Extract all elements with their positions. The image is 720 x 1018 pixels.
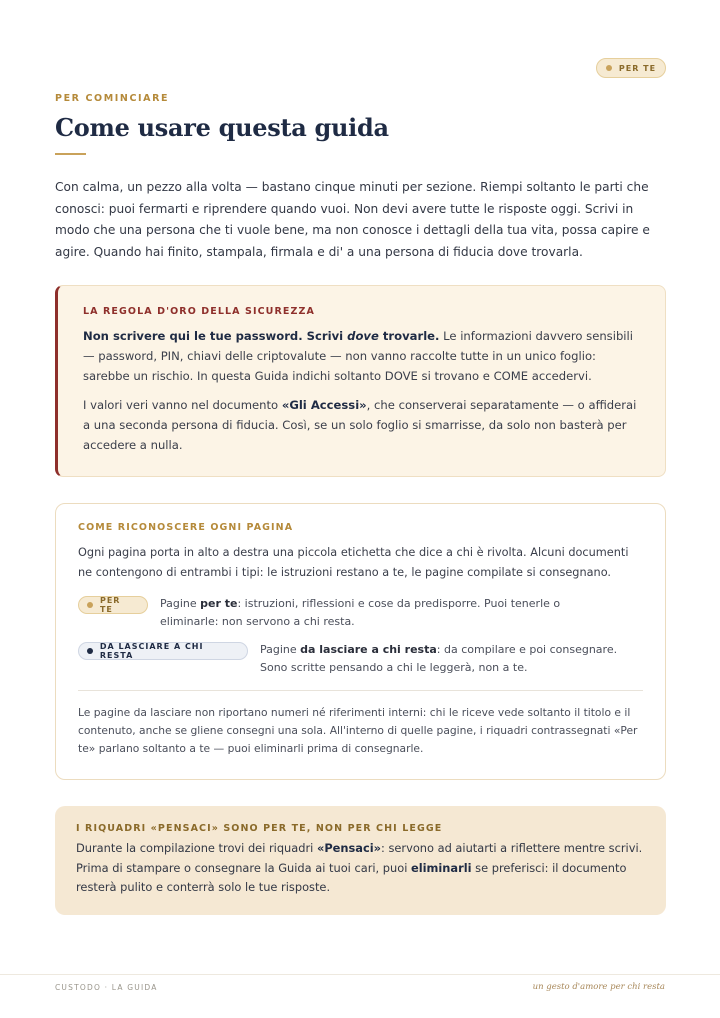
page-labels-intro: Ogni pagina porta in alto a destra una piccola etichetta che dice a chi è rivolta. Alcuni documenti ne contengono di entrambi i tipi: le istruzioni restano a te, le pagine compilate si consegnano.: [78, 546, 629, 579]
badge-dot-icon: [606, 65, 612, 71]
per-te-text-bold: per te: [200, 597, 238, 610]
page-labels-heading: COME RICONOSCERE OGNI PAGINA: [78, 522, 294, 533]
audience-badge-label: PER TE: [618, 63, 657, 73]
da-lasciare-text-bold: da lasciare a chi resta: [300, 643, 437, 656]
pensaci-text-b: : servono ad aiutarti a riflettere mentre scrivi. Prima di stampare o consegnare la Guida ai tuoi cari, puoi: [76, 841, 643, 875]
pensaci-box: [55, 806, 666, 915]
security-rule-bold-b: trovarle.: [378, 329, 440, 343]
pensaci-heading: I RIQUADRI «PENSACI» SONO PER TE, NON PER CHI LEGGE: [76, 823, 443, 834]
footer-divider: [0, 974, 720, 975]
security-rule-box: [55, 285, 666, 477]
navy-dot-icon: [87, 648, 93, 654]
legend-row-da-lasciare: [78, 641, 643, 677]
security-rule-heading: LA REGOLA D'ORO DELLA SICUREZZA: [83, 306, 315, 317]
security-rule-paragraph-1: [83, 326, 639, 386]
audience-badge: [596, 58, 666, 78]
page-labels-box: [55, 503, 666, 780]
divider: [78, 690, 643, 691]
page-labels-note: Le pagine da lasciare non riportano numeri né riferimenti interni: chi le riceve vede soltanto il titolo e il contenuto, anche se gliene consegni una sola. All'interno di quelle pagine, i riquadri contrassegnati «Per te» parlano soltanto a te — puoi eliminarli prima di consegnarle.: [78, 706, 638, 755]
security-rule-paragraph-2: [83, 395, 639, 455]
page-title: Come usare questa guida: [55, 113, 389, 142]
per-te-pill: [78, 596, 148, 614]
da-lasciare-description: [260, 641, 630, 677]
security-rule-p2-b: , che conserverai separatamente — o affiderai a una seconda persona di fiducia. Così, se un solo foglio si smarrisse, da solo non basterà per accedere a nulla.: [83, 398, 637, 452]
per-te-description: [160, 595, 620, 631]
da-lasciare-text-b: : da compilare e poi consegnare. Sono scritte pensando a chi le leggerà, non a te.: [260, 643, 618, 674]
per-te-text-a: Pagine: [160, 597, 201, 610]
gold-dot-icon: [87, 602, 93, 608]
security-rule-bold-em: dove: [347, 329, 379, 343]
pensaci-text-a: Durante la compilazione trovi dei riquadri: [76, 841, 317, 855]
pensaci-bold-2: eliminarli: [411, 860, 472, 875]
footer-tagline: un gesto d'amore per chi resta: [532, 982, 665, 992]
security-rule-bold-a: Non scrivere qui le tue password. Scrivi: [83, 329, 348, 343]
legend-row-per-te: [78, 595, 643, 631]
security-rule-text: Le informazioni davvero sensibili — password, PIN, chiavi delle criptovalute — non vanno raccolte tutte in un unico foglio: sarebbe un rischio. In questa Guida indichi soltanto DOVE si trovano e COME accedervi.: [83, 329, 633, 383]
intro-paragraph: Con calma, un pezzo alla volta — bastano cinque minuti per sezione. Riempi soltanto le parti che conosci: puoi fermarti e riprendere quando vuoi. Non devi avere tutte le risposte oggi. Scrivi in modo che una persona che ti vuole bene, ma non conosce i dettagli della tua vita, possa capire e agire. Quando hai finito, stampala, firmala e di' a una persona di fiducia dove trovarla.: [55, 180, 650, 259]
per-te-text-b: : istruzioni, riflessioni e cose da predisporre. Puoi tenerle o eliminarle: non servono a chi resta.: [160, 597, 561, 628]
da-lasciare-pill-label: DA LASCIARE A CHI RESTA: [99, 642, 204, 660]
title-underline: [55, 153, 86, 155]
da-lasciare-text-a: Pagine: [260, 643, 301, 656]
section-eyebrow: PER COMINCIARE: [55, 93, 170, 104]
pensaci-paragraph: [76, 839, 644, 898]
security-rule-p2-bold: «Gli Accessi»: [281, 398, 367, 412]
pensaci-text-c: se preferisci: il documento resterà pulito e conterrà solo le tue risposte.: [76, 860, 627, 894]
security-rule-p2-a: I valori veri vanno nel documento: [83, 398, 282, 412]
da-lasciare-pill: [78, 642, 248, 660]
footer-brand: CUSTODO · LA GUIDA: [55, 983, 158, 992]
per-te-pill-label: PER TE: [99, 596, 121, 614]
pensaci-bold-1: «Pensaci»: [316, 841, 381, 855]
